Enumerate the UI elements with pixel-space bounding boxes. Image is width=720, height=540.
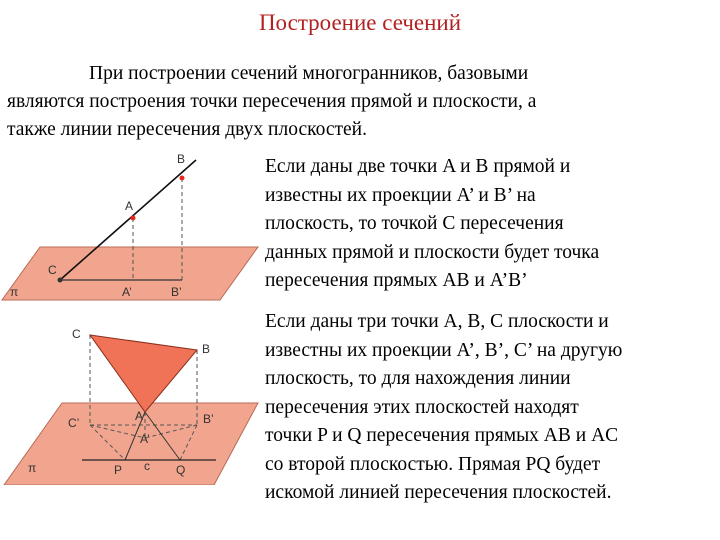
- paragraph-plane-plane: [265, 308, 622, 508]
- label-b: B: [202, 342, 211, 356]
- intro-line: также линии пересечения двух плоскостей.: [7, 119, 367, 140]
- intro-text: [7, 60, 707, 144]
- paragraph-line: Если даны две точки A и B прямой и: [265, 156, 571, 177]
- label-p: P: [114, 463, 123, 477]
- plane-plane-figure: [0, 320, 262, 485]
- slide-title: Построение сечений: [258, 10, 462, 35]
- paragraph-line: Если даны три точки A, B, C плоскости и: [265, 311, 609, 332]
- intro-line: При построении сечений многогранников, базовыми: [89, 63, 529, 84]
- paragraph-line: со второй плоскостью. Прямая PQ будет: [265, 453, 601, 475]
- label-b-proj: B’: [203, 412, 214, 426]
- paragraph-line: плоскость, то точкой C пересечения: [265, 213, 564, 234]
- label-c-proj: C’: [68, 416, 80, 430]
- label-a: A: [125, 199, 134, 213]
- intro-line: являются построения точки пересечения прямой и плоскости, а: [7, 91, 537, 112]
- triangle-abc: [90, 335, 197, 412]
- plane-pi: [4, 403, 258, 485]
- label-pi: π: [10, 285, 19, 299]
- paragraph-line: точки P и Q пересечения прямых AB и AC: [265, 425, 619, 446]
- paragraph-line: известны их проекции A’ и B’ на: [265, 184, 536, 206]
- paragraph-line-plane: [265, 153, 599, 296]
- label-pi: π: [28, 461, 37, 475]
- paragraph-line: известны их проекции A’, B’, C’ на другую: [265, 339, 623, 361]
- label-a: A: [135, 409, 144, 423]
- label-q: Q: [176, 463, 186, 477]
- point-b: [180, 176, 185, 181]
- label-b-proj: B’: [171, 285, 182, 299]
- line-plane-figure: [0, 150, 262, 305]
- label-c: C: [48, 263, 57, 277]
- paragraph-line: искомой линией пересечения плоскостей.: [265, 482, 612, 503]
- point-c: [58, 278, 63, 283]
- label-a-proj: A’: [140, 432, 150, 446]
- point-a: [131, 216, 136, 221]
- label-b: B: [177, 152, 186, 166]
- paragraph-line: плоскость, то для нахождения линии: [265, 368, 571, 389]
- label-a-proj: A’: [122, 285, 132, 299]
- label-c: C: [72, 327, 81, 341]
- paragraph-line: пересечения прямых AB и A’B’: [265, 270, 528, 291]
- paragraph-line: пересечения этих плоскостей находят: [265, 396, 579, 418]
- label-c-small: c: [144, 459, 150, 473]
- paragraph-line: данных прямой и плоскости будет точка: [265, 241, 600, 263]
